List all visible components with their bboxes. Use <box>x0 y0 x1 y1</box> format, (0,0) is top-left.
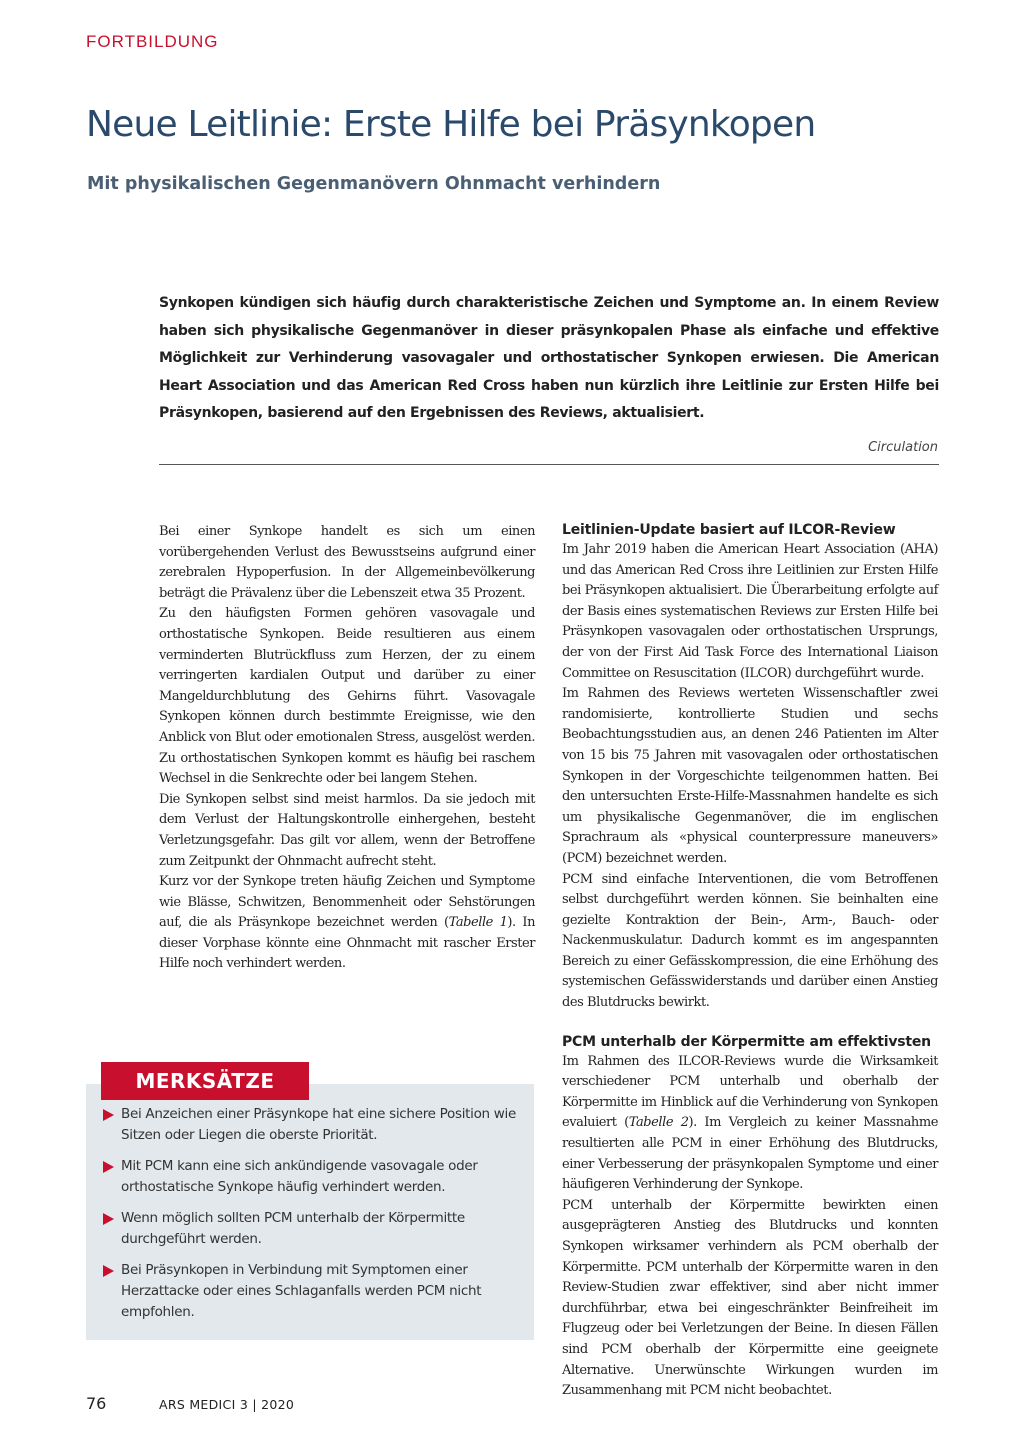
section-heading: Leitlinien-Update basiert auf ILCOR-Review <box>562 522 896 538</box>
section-heading: PCM unterhalb der Körpermitte am effektivsten <box>562 1033 931 1050</box>
arrow-bullet-icon <box>103 1265 114 1277</box>
divider <box>159 464 939 465</box>
list-item <box>103 1104 527 1146</box>
table-reference: Tabelle 2 <box>628 1115 689 1131</box>
body-paragraph: Die Synkopen selbst sind meist harmlos. Da sie jedoch mit dem Verlust der Haltungskontrolle einhergehen, besteht Verletzungsgefahr. Das gilt vor allem, wenn der Betroffene zum Zeitpunkt der Ohnmacht aufrecht steht. <box>159 791 535 869</box>
list-item <box>103 1156 527 1198</box>
source-citation: Circulation <box>868 440 938 455</box>
journal-name: ARS MEDICI 3 | 2020 <box>159 1397 295 1412</box>
text-run: Kurz vor der Synkope treten häufig Zeichen und Symptome wie Blässe, Schwitzen, Benommenheit oder Sehstörungen auf, die als Präsynkope bezeichnet werden ( <box>159 874 535 931</box>
list-item-text: Bei Präsynkopen in Verbindung mit Symptomen einer Herzattacke oder eines Schlaganfalls werden PCM nicht empfohlen. <box>121 1262 482 1320</box>
text-run: ). Im Vergleich zu keiner Massnahme resultierten alle PCM in einer Erhöhung des Blutdrucks, einer Verbesserung der präsynkopalen Symptome und einer häufigeren Verhinderung der Synkope. <box>562 1115 938 1193</box>
article-subtitle: Mit physikalischen Gegenmanövern Ohnmacht verhindern <box>87 174 661 194</box>
right-column <box>562 520 938 1402</box>
table-reference: Tabelle 1 <box>448 915 508 931</box>
body-paragraph: Im Jahr 2019 haben die American Heart Association (AHA) und das American Red Cross ihre Leitlinien zur Ersten Hilfe bei Präsynkopen aktualisiert. Die Überarbeitung erfolgte auf der Basis eines systematischen Reviews zur Ersten Hilfe bei Präsynkopen vasovagalen oder orthostatischen Ursprungs, der von der First Aid Task Force des International Liaison Committee on Resuscitation (ILCOR) durchgeführt wurde. <box>562 542 938 681</box>
body-paragraph: Bei einer Synkope handelt es sich um einen vorübergehenden Verlust des Bewusstseins aufgrund einer zerebralen Hypoperfusion. In der Allgemeinbevölkerung beträgt die Prävalenz über die Lebenszeit etwa 35 Prozent. <box>159 524 535 601</box>
lead-paragraph: Synkopen kündigen sich häufig durch charakteristische Zeichen und Symptome an. In einem Review haben sich physikalische Gegenmanöver in dieser präsynkopalen Phase als einfache und effektive Möglichkeit zur Verhinderung vasovagaler und orthostatischer Synkopen erwiesen. Die American Heart Association und das American Red Cross haben nun kürzlich ihre Leitlinie zur Ersten Hilfe bei Präsynkopen, basierend auf den Ergebnissen des Reviews, aktualisiert. <box>159 295 939 422</box>
body-paragraph: Zu den häufigsten Formen gehören vasovagale und orthostatische Synkopen. Beide resultieren aus einem verminderten Blutrückfluss zum Herzen, der zu einem verringerten kardialen Output und darüber zu einer Mangeldurchblutung des Gehirns führt. Vasovagale Synkopen können durch bestimmte Ereignisse, wie den Anblick von Blut oder emotionalen Stress, ausgelöst werden. Zu orthostatischen Synkopen kommt es häufig bei raschem Wechsel in die Senkrechte oder bei langem Stehen. <box>159 606 535 787</box>
text-run: Im Rahmen des ILCOR-Reviews wurde die Wirksamkeit verschiedener PCM unterhalb und oberhalb der Körpermitte im Hinblick auf die Verhinderung von Synkopen evaluiert ( <box>562 1053 938 1131</box>
list-item <box>103 1208 527 1250</box>
text-run: ). In dieser Vorphase könnte eine Ohnmacht mit rascher Erster Hilfe noch verhindert werden. <box>159 915 535 972</box>
list-item-text: Bei Anzeichen einer Präsynkope hat eine sichere Position wie Sitzen oder Liegen die oberste Priorität. <box>121 1106 516 1143</box>
merksaetze-list <box>103 1104 527 1333</box>
article-title: Neue Leitlinie: Erste Hilfe bei Präsynkopen <box>86 104 816 145</box>
section-label: FORTBILDUNG <box>86 32 219 51</box>
arrow-bullet-icon <box>103 1109 114 1121</box>
body-paragraph <box>159 872 535 975</box>
body-paragraph: Im Rahmen des Reviews werteten Wissenschaftler zwei randomisierte, kontrollierte Studien und sechs Beobachtungsstudien aus, an denen 246 Patienten im Alter von 15 bis 75 Jahren mit vasovagalen oder orthostatischen Synkopen in der Vorgeschichte teilgenommen hatten. Bei den untersuchten Erste-Hilfe-Massnahmen handelte es sich um physikalische Gegenmanöver, die im englischen Sprachraum als «physical counterpressure maneuvers» (PCM) bezeichnet werden. <box>562 686 938 866</box>
body-paragraph: PCM unterhalb der Körpermitte bewirkten einen ausgeprägteren Anstieg des Blutdrucks und konnten Synkopen wirksamer verhindern als PCM oberhalb der Körpermitte. PCM unterhalb der Körpermitte waren in den Review-Studien zwar effektiver, sind aber nicht immer durchführbar, etwa bei eingeschränkter Beinfreiheit im Flugzeug oder bei Verletzungen der Beine. In diesen Fällen sind PCM oberhalb der Körpermitte eine geeignete Alternative. Unerwünschte Wirkungen wurden im Zusammenhang mit PCM nicht beobachtet. <box>562 1197 938 1399</box>
body-paragraph: PCM sind einfache Interventionen, die vom Betroffenen selbst durchgeführt werden können. Sie beinhalten eine gezielte Kontraktion der Bein-, Arm-, Bauch- oder Nackenmuskulatur. Dadurch kommt es im angespannten Bereich zu einer Gefässkompression, die eine Erhöhung des systemischen Gefässwiderstands und darüber einen Anstieg des Blutdrucks bewirkt. <box>562 871 938 1011</box>
left-column <box>159 522 535 975</box>
arrow-bullet-icon <box>103 1161 114 1173</box>
list-item-text: Mit PCM kann eine sich ankündigende vasovagale oder orthostatische Synkope häufig verhindert werden. <box>121 1158 478 1195</box>
list-item-text: Wenn möglich sollten PCM unterhalb der Körpermitte durchgeführt werden. <box>121 1210 465 1247</box>
list-item <box>103 1260 527 1323</box>
merksaetze-title: MERKSÄTZE <box>101 1062 309 1100</box>
page-number: 76 <box>86 1394 107 1413</box>
arrow-bullet-icon <box>103 1213 114 1225</box>
body-paragraph <box>562 1052 938 1196</box>
